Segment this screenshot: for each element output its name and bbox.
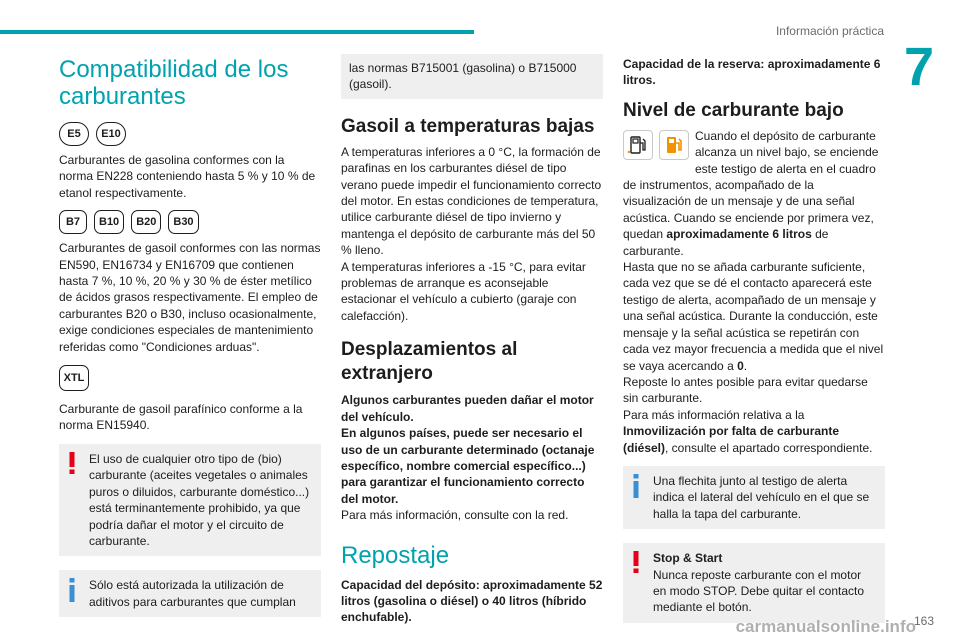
stop-start-title: Stop & Start: [653, 551, 723, 566]
column-3: [623, 56, 885, 623]
chapter-number: 7: [903, 37, 934, 97]
b10-badge: B10: [94, 210, 124, 234]
petrol-badges: [59, 122, 321, 146]
fuel-warning-icons: [623, 130, 689, 160]
watermark: carmanualsonline.info: [735, 617, 916, 636]
info-note-additives: [59, 570, 321, 617]
cold-text-2: A temperaturas inferiores a -15 °C, para evitar problemas de arranque es aconsejable estacionar el vehículo a cubierto (garaje con calefacción).: [341, 259, 586, 323]
xtl-text: Carburante de gasoil parafínico conforme a la norma EN15940.: [59, 402, 303, 433]
diesel-text: Carburantes de gasoil conformes con las normas EN590, EN16734 y EN16709 que contienen hasta 7 %, 10 %, 20 % y 30 % de éster metílico de ácidos grasos respectivamente. El empleo de carburantes B20 o B30, incluso ocasionalmente, exige condiciones especiales de mantenimiento referidas como "Condiciones arduas".: [59, 241, 321, 354]
section-title-fuel-compat: Compatibilidad de los carburantes: [59, 56, 289, 110]
stop-start-text-first: Nunca reposte carburante con el motor en modo STOP. Debe quitar el contacto mediante el botón.: [653, 567, 865, 615]
info-text-additives: Sólo está autorizada la utilización de aditivos para carburantes que cumplan: [89, 578, 296, 609]
low-fuel-text-2: Hasta que no se añada carburante suficiente, cada vez que se dé el contacto aparecerá este testigo de alerta, acompañado de un mensaje y una señal acústica. Durante la conducción, este mensaje y la señal acústica se repetirán con cada vez mayor frecuencia a medida que el nivel se vaya acercando a 0.: [623, 260, 884, 373]
b7-badge: B7: [59, 210, 87, 234]
low-fuel-text-4: Para más información relativa a la Inmovilización por falta de carburante (diésel), consulte el apartado correspondiente.: [623, 407, 873, 455]
section-title-cold-diesel: Gasoil a temperaturas bajas: [341, 115, 595, 137]
b30-badge: B30: [168, 210, 198, 234]
info-icon: [633, 474, 639, 498]
cold-text-1: A temperaturas inferiores a 0 °C, la formación de parafinas en los carburantes diésel de tipo verano puede impedir el funcionamiento correcto del motor. En estas condiciones de temperatura, utilice carburante diésel de tipo invierno y mantenga el depósito de carburante más del 50 % lleno.: [341, 144, 602, 258]
abroad-bold-2: En algunos países, puede ser necesario el uso de un carburante determinado (octanaje específico, nombre comercial específico...) para garantizar el funcionamiento correcto del motor.: [341, 426, 595, 506]
xtl-badge: XTL: [59, 365, 89, 391]
info-text-fuel-arrow: Una flechita junto al testigo de alerta indica el lateral del vehículo en el que se halla la tapa del carburante.: [653, 473, 870, 521]
info-note-continued: [341, 54, 603, 99]
diesel-badges: [59, 210, 321, 234]
info-icon: [69, 578, 75, 602]
section-title-low-fuel: Nivel de carburante bajo: [623, 99, 844, 121]
warning-icon: [633, 551, 639, 573]
fuel-pump-outline-icon: [623, 130, 653, 160]
low-fuel-text-1: Cuando el depósito de carburante alcanza un nivel bajo, se enciende este testigo de alerta en el cuadro de instrumentos, acompañado de la visualización de un mensaje y de una señal acústica. Cuando se enciende por primera vez, quedan aproximadamente 6 litros de carburante.: [623, 128, 879, 258]
tank-capacity: Capacidad del depósito: aproximadamente 52 litros (gasolina o diésel) o 40 litros (híbrido enchufable).: [341, 577, 603, 625]
header-accent-bar: [0, 30, 474, 34]
page-number: 163: [913, 614, 934, 628]
warning-text: El uso de cualquier otro tipo de (bio) carburante (aceites vegetales o animales puros o diluidos, carburante doméstico...) está terminantemente prohibido, ya que podría dañar el motor y el circuito de carburante.: [89, 451, 310, 548]
warning-icon: [69, 452, 75, 474]
section-title-refuelling: Repostaje: [341, 541, 450, 569]
low-fuel-block: [623, 128, 885, 259]
abroad-bold-1: Algunos carburantes pueden dañar el motor del vehículo.: [341, 393, 594, 424]
info-text-continued: las normas B715001 (gasolina) o B715000 (gasoil).: [349, 61, 577, 92]
reserve-capacity: Capacidad de la reserva: aproximadamente 6 litros.: [623, 57, 881, 88]
column-2: [341, 56, 603, 626]
low-fuel-text-3: Reposte lo antes posible para evitar quedarse sin carburante.: [623, 374, 868, 406]
stop-start-warning-note: [623, 543, 885, 623]
column-1: [59, 56, 321, 617]
info-note-fuel-arrow: [623, 466, 885, 529]
b20-badge: B20: [131, 210, 161, 234]
warning-note: [59, 444, 321, 556]
e10-badge: E10: [96, 122, 126, 146]
e5-badge: E5: [59, 122, 89, 146]
section-title-abroad: Desplazamientos al extranjero: [341, 339, 518, 385]
fuel-pump-orange-icon: [659, 130, 689, 160]
abroad-text: Para más información, consulte con la red.: [341, 508, 569, 523]
petrol-text: Carburantes de gasolina conformes con la norma EN228 conteniendo hasta 5 % y 10 % de etanol respectivamente.: [59, 153, 316, 200]
xtl-badges: [59, 365, 321, 391]
running-header: Información práctica: [775, 24, 884, 38]
